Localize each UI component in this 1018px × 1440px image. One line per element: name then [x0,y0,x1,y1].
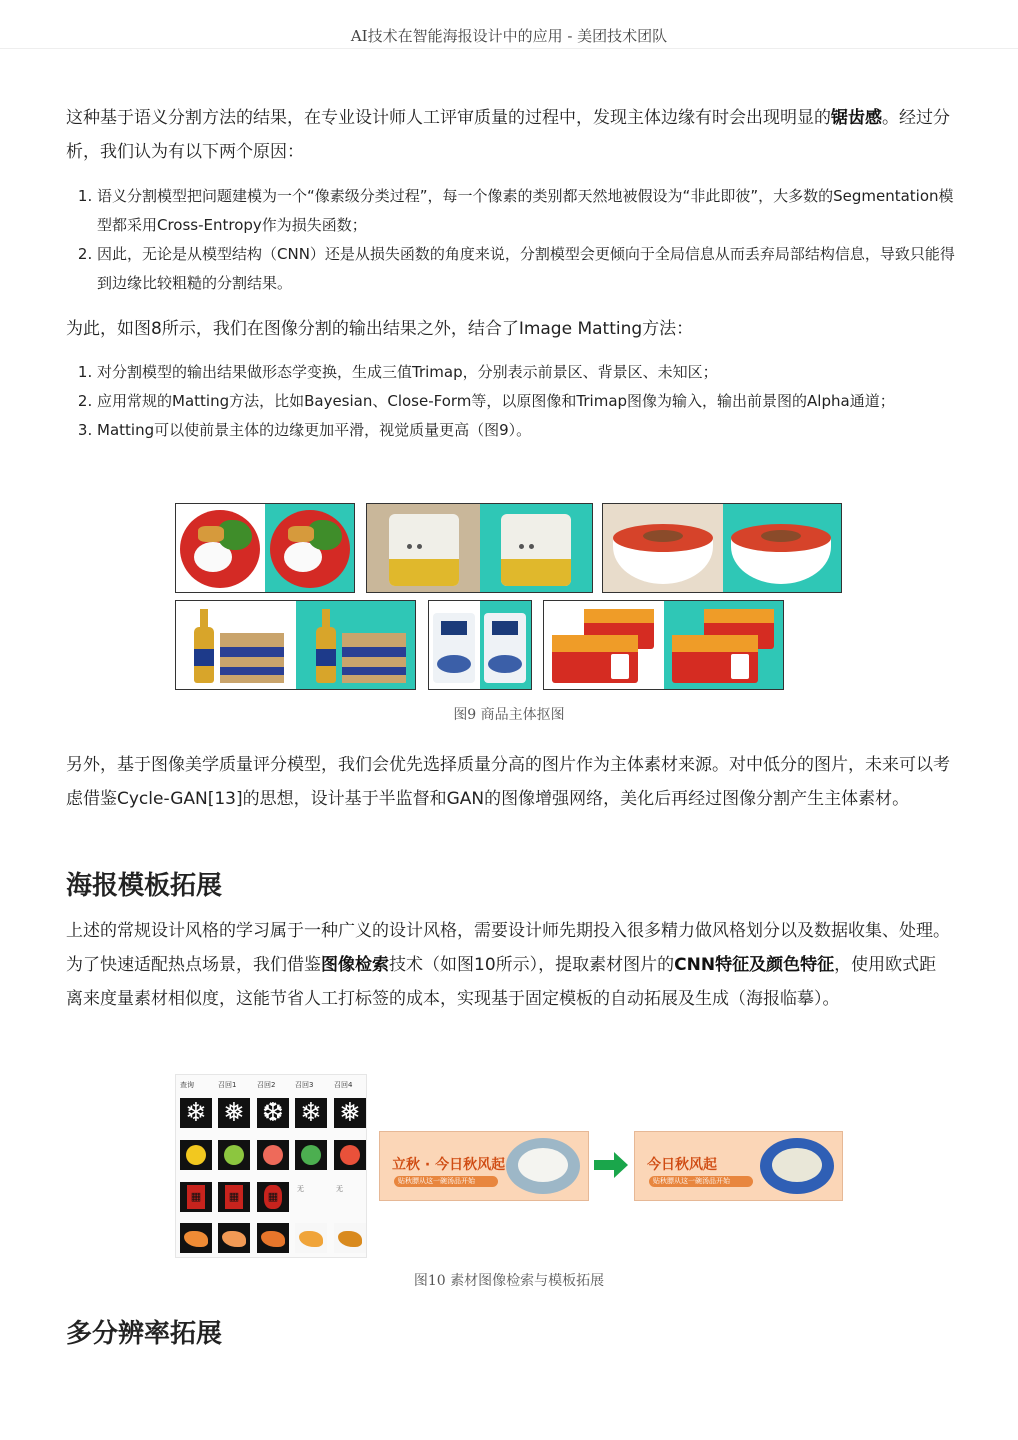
dish-image [506,1138,580,1194]
poster-banner-source [379,1131,589,1201]
snowflake-icon: ❄ [295,1098,327,1128]
fruit-icon [334,1140,366,1170]
fruit-icon [180,1140,212,1170]
template-text: ，使用欧式距离来度量素材相似度，这能节省人工打标签的成本，实现基于固定模板的自动拓展及生成（海报临摹）。 [66,955,937,1009]
banner-title: 立秋 · 今日秋风起 [392,1157,506,1173]
leaf-icon [218,1223,250,1253]
intro-text-end: 。经过分析，我们认为有以下两个原因： [66,108,950,162]
seal-icon: ▦ [218,1182,250,1212]
column-header: 召回2 [257,1081,276,1089]
no-result-label: 无 [336,1185,343,1193]
figure-10-caption: 图10 素材图像检索与模板拓展 [413,1273,605,1289]
list-item: 1. 语义分割模型把问题建模为一个“像素级分类过程”，每一个像素的类别都天然地被假设为“非此即彼”，大多数的Segmentation模型都采用Cross-Entropy作为损失函数； [97,182,967,240]
intro-bold: 锯齿感 [831,108,882,128]
leaf-icon [334,1223,366,1253]
template-text: 技术（如图10所示），提取素材图片的 [389,955,675,975]
list-item: 3. Matting可以使前景主体的边缘更加平滑，视觉质量更高（图9）。 [97,416,967,445]
leaf-icon [257,1223,289,1253]
product-image-beer [175,600,416,690]
page-title: AI技术在智能海报设计中的应用 - 美团技术团队 [350,27,668,45]
template-bold-retrieval: 图像检索 [321,955,389,975]
figure-9-caption: 图9 商品主体抠图 [453,707,565,723]
column-header: 召回1 [218,1081,237,1089]
list-item: 1. 对分割模型的输出结果做形态学变换，生成三值Trimap，分别表示前景区、背景区、未知区； [97,358,967,387]
product-image-appliance [366,503,593,593]
banner-subtitle: 贴秋膘从这一碗汤品开始 [394,1176,498,1187]
dish-image [760,1138,834,1194]
product-image-gift-boxes [543,600,784,690]
product-image-noodles [602,503,842,593]
snowflake-icon: ❅ [218,1098,250,1128]
snowflake-icon: ❄ [180,1098,212,1128]
seal-icon: ▦ [180,1182,212,1212]
no-result-label: 无 [297,1185,304,1193]
banner-subtitle: 贴秋膘从这一碗汤品开始 [649,1176,753,1187]
snowflake-icon: ❆ [257,1098,289,1128]
template-text: 上述的常规设计风格的学习属于一种广义的设计风格，需要设计师先期投入很多精力做风格划分以及数据收集、处理。为了快速适配热点场景，我们借鉴 [66,921,950,975]
section-heading-resolution: 多分辨率拓展 [66,1319,223,1349]
leaf-icon [295,1223,327,1253]
leaf-icon [180,1223,212,1253]
column-header: 查询 [180,1081,194,1089]
page-header [0,0,1018,49]
fruit-icon [218,1140,250,1170]
banner-title: 今日秋风起 [647,1157,717,1173]
list-item: 2. 应用常规的Matting方法，比如Bayesian、Close-Form等，以原图像和Trimap图像为输入，输出前景图的Alpha通道； [97,387,967,416]
poster-banner-expanded [634,1131,843,1201]
product-image-bag [428,600,532,690]
column-header: 召回3 [295,1081,314,1089]
template-paragraph [66,914,952,1016]
reasons-list [66,182,967,298]
product-image-rice-bowl [175,503,355,593]
intro-text: 这种基于语义分割方法的结果，在专业设计师人工评审质量的过程中，发现主体边缘有时会出现明显的 [66,108,831,128]
matting-intro: 为此，如图8所示，我们在图像分割的输出结果之外，结合了Image Matting方法： [66,319,694,339]
seal-icon: ▦ [257,1182,289,1212]
aesthetic-paragraph: 另外，基于图像美学质量评分模型，我们会优先选择质量分高的图片作为主体素材来源。对中低分的图片，未来可以考虑借鉴Cycle-GAN[13]的思想，设计基于半监督和GAN的图像增强网络，美化后再经过图像分割产生主体素材。 [66,755,950,809]
snowflake-icon: ❅ [334,1098,366,1128]
list-item: 2. 因此，无论是从模型结构（CNN）还是从损失函数的角度来说，分割模型会更倾向于全局信息从而丢弃局部结构信息，导致只能得到边缘比较粗糙的分割结果。 [97,240,967,298]
intro-paragraph [66,101,952,169]
figure-10-retrieval-grid [175,1074,367,1258]
section-heading-template: 海报模板拓展 [66,871,223,901]
template-bold-features: CNN特征及颜色特征 [674,955,835,975]
arrow-right-icon [594,1152,628,1178]
fruit-icon [295,1140,327,1170]
matting-steps-list [66,358,967,445]
column-header: 召回4 [334,1081,353,1089]
fruit-icon [257,1140,289,1170]
